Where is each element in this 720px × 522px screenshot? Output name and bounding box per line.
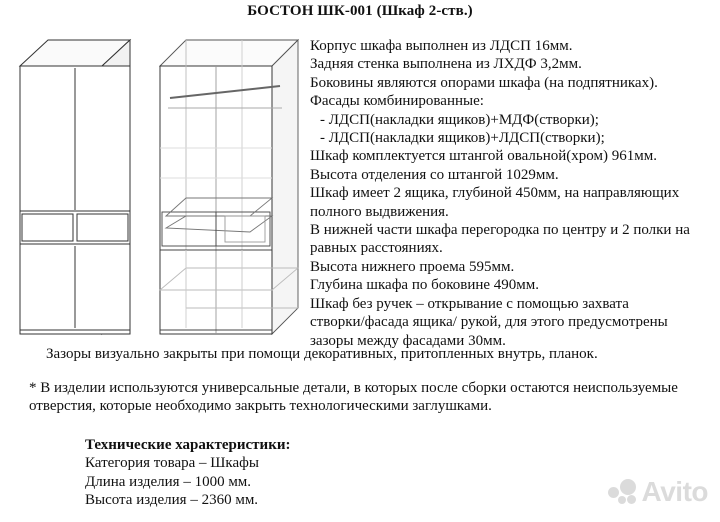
- description-line: - ЛДСП(накладки ящиков)+ЛДСП(створки);: [320, 130, 605, 147]
- description-line: Высота нижнего проема 595мм.: [310, 258, 515, 275]
- page-title: БОСТОН ШК-001 (Шкаф 2-ств.): [247, 3, 473, 19]
- technical-specs: [85, 436, 290, 510]
- description-line: Боковины являются опорами шкафа (на подпятниках).: [310, 74, 658, 91]
- description-line: Шкаф без ручек – открывание с помощью захвата: [310, 295, 629, 312]
- description-line: Задняя стенка выполнена из ЛХДФ 3,2мм.: [310, 56, 582, 73]
- description-line: - ЛДСП(накладки ящиков)+МДФ(створки);: [320, 111, 599, 128]
- open-wardrobe-drawing: [160, 40, 298, 334]
- gaps-note: Зазоры визуально закрыты при помощи декоративных, притопленных внутрь, планок.: [46, 346, 598, 362]
- description-line: Шкаф имеет 2 ящика, глубиной 450мм, на направляющих: [310, 185, 680, 202]
- description-line: Высота отделения со штангой 1029мм.: [310, 166, 559, 183]
- footnote-line: * В изделии используются универсальные детали, в которых после сборки остаются неиспользуемые: [29, 380, 678, 396]
- avito-logo-icon: [608, 479, 636, 505]
- description-line: полного выдвижения.: [310, 203, 449, 220]
- description-line: Корпус шкафа выполнен из ЛДСП 16мм.: [310, 38, 573, 54]
- watermark-text: Avito: [641, 476, 708, 507]
- description-line: Фасады комбинированные:: [310, 93, 484, 110]
- description-line: равных расстояниях.: [310, 240, 443, 257]
- description-line: створки/фасада ящика/ рукой, для этого предусмотрены: [310, 314, 668, 331]
- spec-row: Категория товара – Шкафы: [85, 455, 259, 472]
- wardrobe-drawings: [10, 28, 306, 340]
- specs-heading: Технические характеристики:: [85, 437, 291, 453]
- avito-watermark: [608, 476, 708, 508]
- description-list: [310, 37, 715, 350]
- closed-wardrobe-drawing: [20, 40, 130, 334]
- description-line: зазоры между фасадами 30мм.: [310, 332, 506, 349]
- description-line: Глубина шкафа по боковине 490мм.: [310, 277, 540, 294]
- footnote-line: отверстия, которые необходимо закрыть технологическими заглушками.: [29, 398, 492, 415]
- description-line: В нижней части шкафа перегородка по центру и 2 полки на: [310, 222, 690, 239]
- description-line: Шкаф комплектуется штангой овальной(хром) 961мм.: [310, 148, 657, 165]
- spec-row: Высота изделия – 2360 мм.: [85, 492, 259, 509]
- spec-row: Длина изделия – 1000 мм.: [85, 473, 252, 490]
- footnote: [29, 379, 678, 416]
